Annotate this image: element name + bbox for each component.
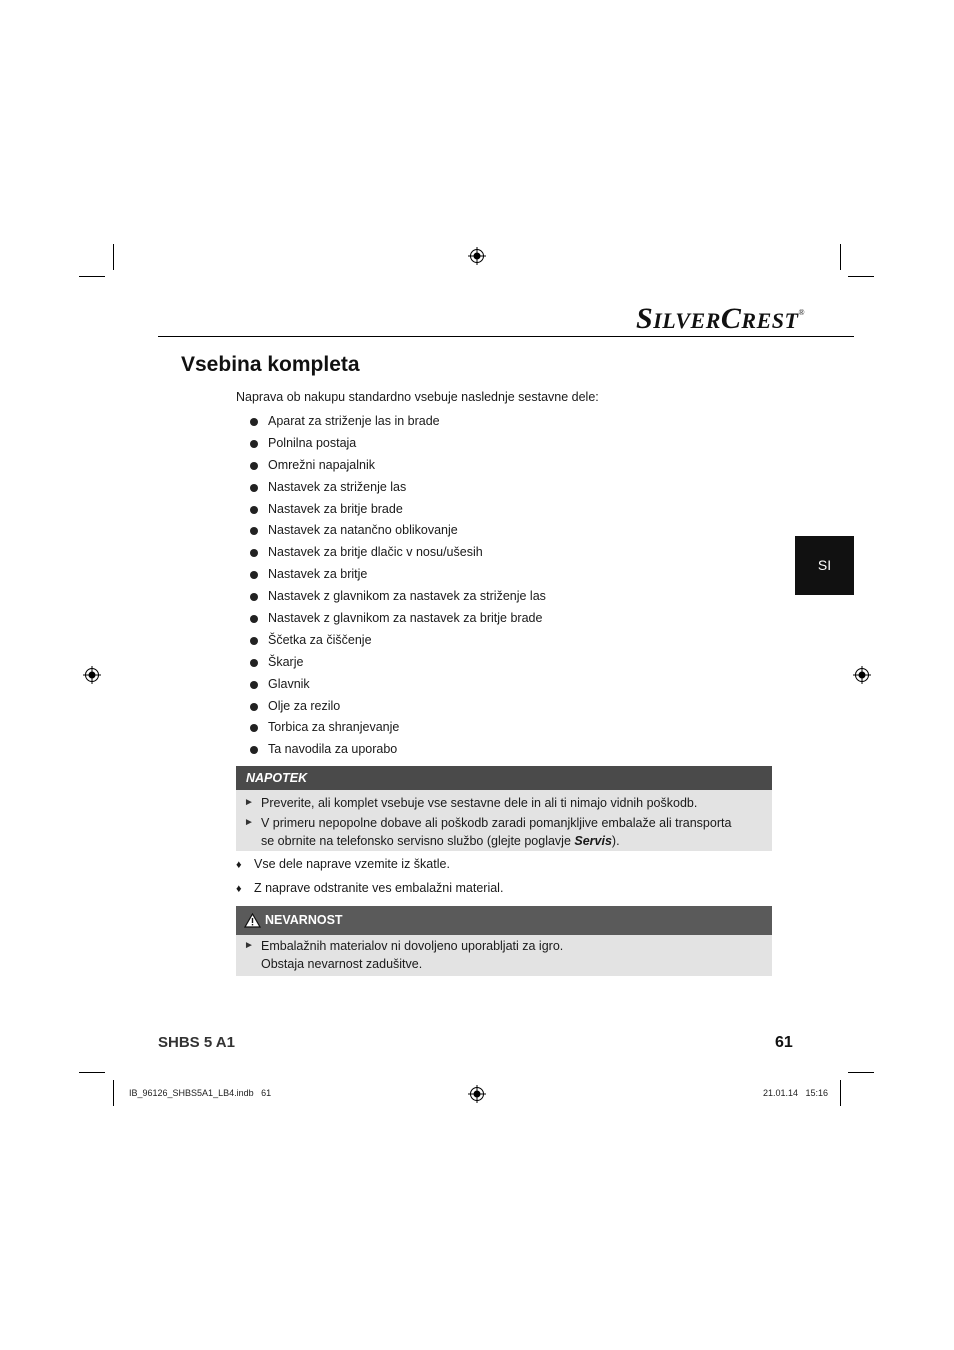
page-title: Vsebina kompleta	[181, 353, 360, 376]
danger-box	[236, 906, 772, 976]
intro-text: Naprava ob nakupu standardno vsebuje naslednje sestavne dele:	[236, 390, 599, 404]
crop-mark	[113, 244, 114, 270]
note-item: ► V primeru nepopolne dobave ali poškodb zaradi pomanjkljive embalaže ali transporta se obrnite na telefonsko servisno službo (glejte poglavje Servis).	[244, 816, 732, 848]
list-item: Nastavek za natančno oblikovanje	[250, 520, 546, 542]
list-item: Polnilna postaja	[250, 433, 546, 455]
print-slug-date: 21.01.14 15:16	[763, 1088, 829, 1098]
crop-mark	[79, 1072, 105, 1073]
registration-mark-icon	[468, 247, 486, 265]
list-item: Ta navodila za uporabo	[250, 739, 546, 761]
diamond-bullet-icon: ♦	[236, 883, 242, 895]
print-slug-file: IB_96126_SHBS5A1_LB4.indb 61	[129, 1088, 272, 1098]
list-item: Aparat za striženje las in brade	[250, 411, 546, 433]
list-item: Nastavek za britje	[250, 564, 546, 586]
list-item: Torbica za shranjevanje	[250, 717, 546, 739]
crop-mark	[848, 1072, 874, 1073]
list-item: Omrežni napajalnik	[250, 455, 546, 477]
danger-box-title: NEVARNOST	[265, 913, 343, 927]
brand-logo: SILVERCREST®	[636, 302, 806, 335]
crop-mark	[840, 244, 841, 270]
arrow-bullet-icon: ►	[244, 817, 254, 828]
page-number: 61	[775, 1034, 793, 1051]
registration-mark-icon	[853, 666, 871, 684]
note-box	[236, 766, 772, 851]
crop-mark	[113, 1080, 114, 1106]
language-tab: SI	[795, 536, 854, 595]
step-item: ♦ Vse dele naprave vzemite iz škatle.	[236, 857, 450, 871]
registration-mark-icon	[468, 1085, 486, 1103]
arrow-bullet-icon: ►	[244, 940, 254, 951]
list-item: Nastavek za britje dlačic v nosu/ušesih	[250, 542, 546, 564]
list-item: Nastavek za striženje las	[250, 477, 546, 499]
diamond-bullet-icon: ♦	[236, 859, 242, 871]
crop-mark	[79, 276, 105, 277]
list-item: Glavnik	[250, 674, 546, 696]
list-item: Nastavek z glavnikom za nastavek za striženje las	[250, 586, 546, 608]
list-item: Olje za rezilo	[250, 696, 546, 718]
crop-mark	[848, 276, 874, 277]
registration-mark-icon	[83, 666, 101, 684]
danger-box-body	[236, 935, 772, 976]
danger-box-title-bar	[236, 906, 772, 935]
step-item: ♦ Z naprave odstranite ves embalažni material.	[236, 881, 504, 895]
warning-triangle-icon	[244, 913, 261, 928]
crop-mark	[840, 1080, 841, 1106]
list-item: Škarje	[250, 652, 546, 674]
servis-chapter-ref: Servis	[574, 834, 612, 848]
note-item: ► Preverite, ali komplet vsebuje vse sestavne dele in ali ti nimajo vidnih poškodb.	[244, 796, 698, 810]
header-rule	[158, 336, 854, 337]
note-box-body	[236, 790, 772, 851]
contents-list	[250, 411, 546, 761]
list-item: Nastavek za britje brade	[250, 499, 546, 521]
model-number: SHBS 5 A1	[158, 1034, 235, 1051]
arrow-bullet-icon: ►	[244, 797, 254, 808]
note-box-title: NAPOTEK	[236, 766, 772, 790]
list-item: Ščetka za čiščenje	[250, 630, 546, 652]
danger-item: ► Embalažnih materialov ni dovoljeno uporabljati za igro. Obstaja nevarnost zadušitve.	[244, 939, 564, 971]
list-item: Nastavek z glavnikom za nastavek za britje brade	[250, 608, 546, 630]
